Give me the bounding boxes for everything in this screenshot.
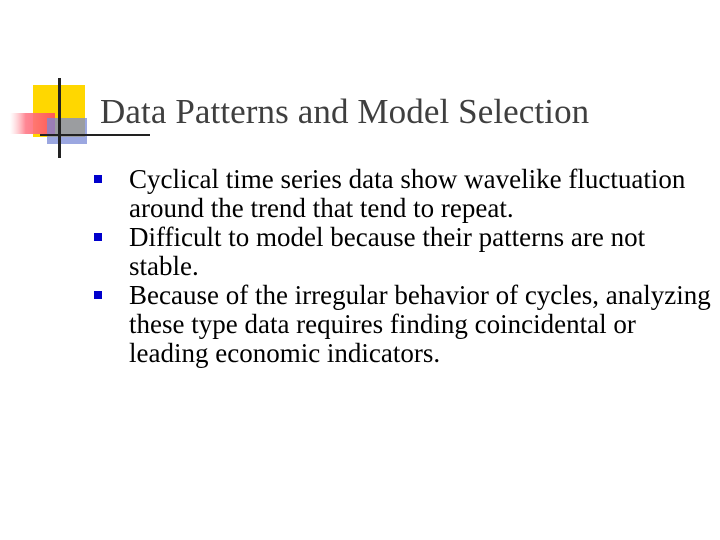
bullet-text: Difficult to model because their patterns are not stable. [129,222,646,281]
decor-blue-block [47,118,87,144]
bullet-item [92,281,712,368]
decor-vertical-line [58,78,61,158]
square-bullet-icon [94,175,102,183]
bullet-item [92,165,712,223]
square-bullet-icon [94,291,102,299]
square-bullet-icon [94,233,102,241]
bullet-text: Cyclical time series data show wavelike fluctuation around the trend that tend to repeat. [129,164,686,223]
decor-horizontal-line [40,134,150,136]
bullet-item [92,223,712,281]
bullet-text: Because of the irregular behavior of cycles, analyzing these type data requires finding coincidental or leading economic indicators. [129,280,711,368]
bullet-list [92,165,712,368]
slide-title: Data Patterns and Model Selection [100,92,590,131]
